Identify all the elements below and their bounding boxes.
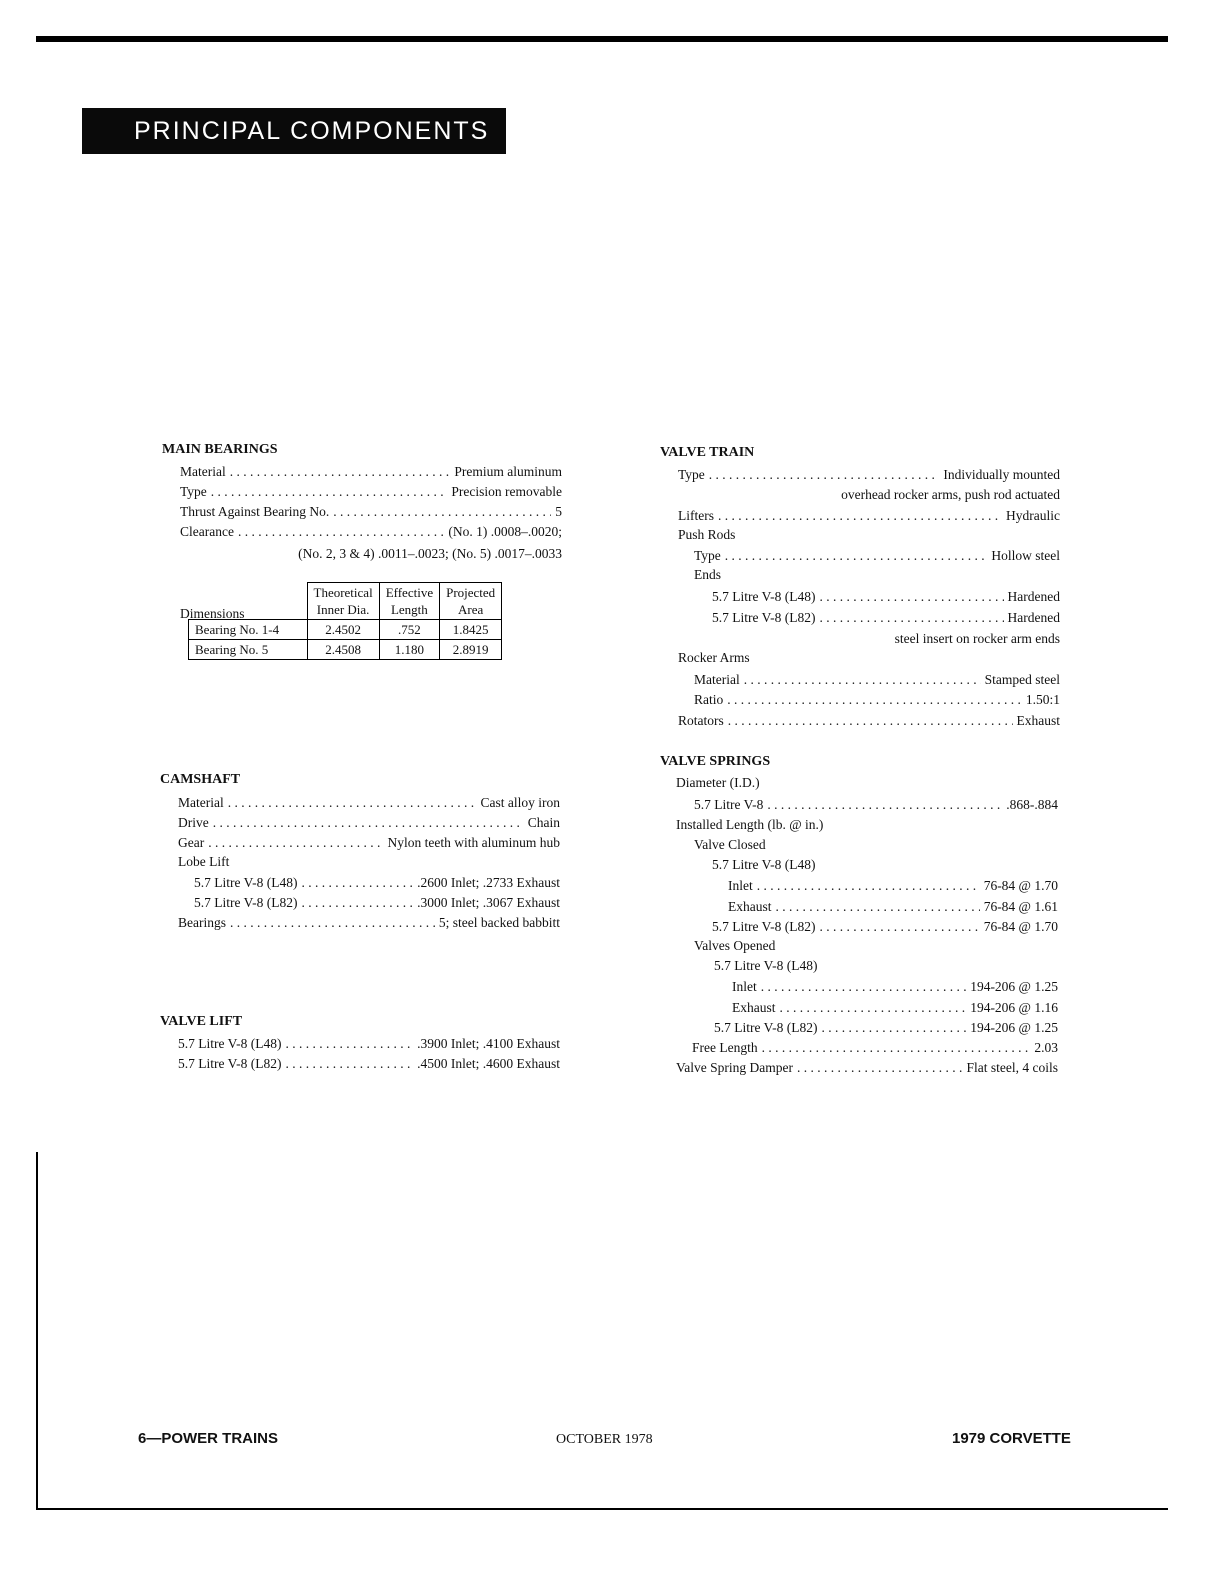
dimensions-label: Dimensions bbox=[180, 606, 245, 621]
vs-diameter: Diameter (I.D.) bbox=[676, 775, 760, 790]
vs-opened-inlet-row: Inlet . . . 194-206 @ 1.25 bbox=[732, 979, 1058, 997]
vs-dia-v8-row: 5.7 Litre V-8 . . . .868-.884 bbox=[694, 797, 1058, 815]
table-cell: Bearing No. 1-4 bbox=[189, 620, 308, 640]
table-header-cell: Effective Length bbox=[379, 583, 439, 620]
footer-section: 6—POWER TRAINS bbox=[138, 1430, 279, 1447]
cam-l48-row: 5.7 Litre V-8 (L48) . . . .2600 Inlet; .2733 Exhaust bbox=[194, 875, 560, 893]
camshaft-title: CAMSHAFT bbox=[160, 772, 241, 787]
mb-thrust-row: Thrust Against Bearing No. . . . 5 bbox=[180, 504, 562, 522]
left-rule bbox=[36, 1152, 38, 1510]
vs-opened-l82-row: 5.7 Litre V-8 (L82) . . . 194-206 @ 1.25 bbox=[714, 1020, 1058, 1038]
vs-closed: Valve Closed bbox=[694, 837, 766, 852]
mb-clearance-cont: (No. 2, 3 & 4) .0011–.0023; (No. 5) .0017–.0033 bbox=[298, 546, 562, 561]
table-header-cell: Theoretical Inner Dia. bbox=[307, 583, 379, 620]
vs-closed-l82-row: 5.7 Litre V-8 (L82) . . . 76-84 @ 1.70 bbox=[712, 919, 1058, 937]
footer-model: 1979 CORVETTE bbox=[952, 1430, 1071, 1447]
vs-opened-l48: 5.7 Litre V-8 (L48) bbox=[714, 958, 818, 973]
vt-l48-row: 5.7 Litre V-8 (L48) . . . Hardened bbox=[712, 589, 1060, 607]
cam-l82-row: 5.7 Litre V-8 (L82) . . . .3000 Inlet; .3067 Exhaust bbox=[194, 895, 560, 913]
cam-gear-row: Gear . . . Nylon teeth with aluminum hub bbox=[178, 835, 560, 853]
vl-l82-row: 5.7 Litre V-8 (L82) . . . .4500 Inlet; .4600 Exhaust bbox=[178, 1056, 560, 1074]
vl-l48-row: 5.7 Litre V-8 (L48) . . . .3900 Inlet; .4100 Exhaust bbox=[178, 1036, 560, 1054]
main-bearings-title: MAIN BEARINGS bbox=[162, 442, 278, 457]
vs-installed: Installed Length (lb. @ in.) bbox=[676, 817, 824, 832]
table-cell: .752 bbox=[379, 620, 439, 640]
table-header-cell: Projected Area bbox=[440, 583, 502, 620]
vt-lifters-row: Lifters . . . Hydraulic bbox=[678, 508, 1060, 526]
table-header-row bbox=[189, 583, 502, 620]
table-row bbox=[189, 640, 502, 660]
table-cell: 2.4502 bbox=[307, 620, 379, 640]
vt-pr-type-row: Type . . . Hollow steel bbox=[694, 548, 1060, 566]
valve-lift-title: VALVE LIFT bbox=[160, 1014, 243, 1029]
vs-closed-exhaust-row: Exhaust . . . 76-84 @ 1.61 bbox=[728, 899, 1058, 917]
cam-drive-row: Drive . . . Chain bbox=[178, 815, 560, 833]
vs-damper-row: Valve Spring Damper . . . Flat steel, 4 coils bbox=[676, 1060, 1058, 1078]
table-cell: 1.8425 bbox=[440, 620, 502, 640]
vs-closed-l48: 5.7 Litre V-8 (L48) bbox=[712, 857, 816, 872]
vt-push-rods: Push Rods bbox=[678, 527, 736, 542]
cam-material-row: Material . . . Cast alloy iron bbox=[178, 795, 560, 813]
vt-rocker-arms: Rocker Arms bbox=[678, 650, 750, 665]
table-cell: 2.4508 bbox=[307, 640, 379, 660]
vt-type-row: Type . . . Individually mounted bbox=[678, 467, 1060, 485]
cam-bearings-row: Bearings . . . 5; steel backed babbitt bbox=[178, 915, 560, 933]
vs-opened-exhaust-row: Exhaust . . . 194-206 @ 1.16 bbox=[732, 1000, 1058, 1018]
vt-type-cont: overhead rocker arms, push rod actuated bbox=[841, 487, 1060, 502]
table-cell: Bearing No. 5 bbox=[189, 640, 308, 660]
valve-springs-title: VALVE SPRINGS bbox=[660, 754, 771, 769]
vt-ends: Ends bbox=[694, 567, 721, 582]
valve-train-title: VALVE TRAIN bbox=[660, 445, 755, 460]
cam-lobe-lift: Lobe Lift bbox=[178, 854, 230, 869]
bearing-dimensions-table bbox=[188, 582, 502, 660]
table-row bbox=[189, 620, 502, 640]
vt-ratio-row: Ratio . . . 1.50:1 bbox=[694, 692, 1060, 710]
footer-date: OCTOBER 1978 bbox=[556, 1432, 653, 1447]
vt-rotators-row: Rotators . . . Exhaust bbox=[678, 713, 1060, 731]
table-cell: 2.8919 bbox=[440, 640, 502, 660]
vs-opened: Valves Opened bbox=[694, 938, 776, 953]
bottom-rule bbox=[36, 1508, 1168, 1510]
mb-material-row: Material . . . Premium aluminum bbox=[180, 464, 562, 482]
vt-l82-row: 5.7 Litre V-8 (L82) . . . Hardened bbox=[712, 610, 1060, 628]
mb-type-row: Type . . . Precision removable bbox=[180, 484, 562, 502]
page-title: PRINCIPAL COMPONENTS bbox=[82, 108, 506, 154]
vt-l82-cont: steel insert on rocker arm ends bbox=[894, 631, 1060, 646]
mb-clearance-row: Clearance . . . (No. 1) .0008–.0020; bbox=[180, 524, 562, 542]
vt-ra-material-row: Material . . . Stamped steel bbox=[694, 672, 1060, 690]
vs-free-length-row: Free Length . . . 2.03 bbox=[692, 1040, 1058, 1058]
vs-closed-inlet-row: Inlet . . . 76-84 @ 1.70 bbox=[728, 878, 1058, 896]
table-cell: 1.180 bbox=[379, 640, 439, 660]
top-rule bbox=[36, 36, 1168, 42]
